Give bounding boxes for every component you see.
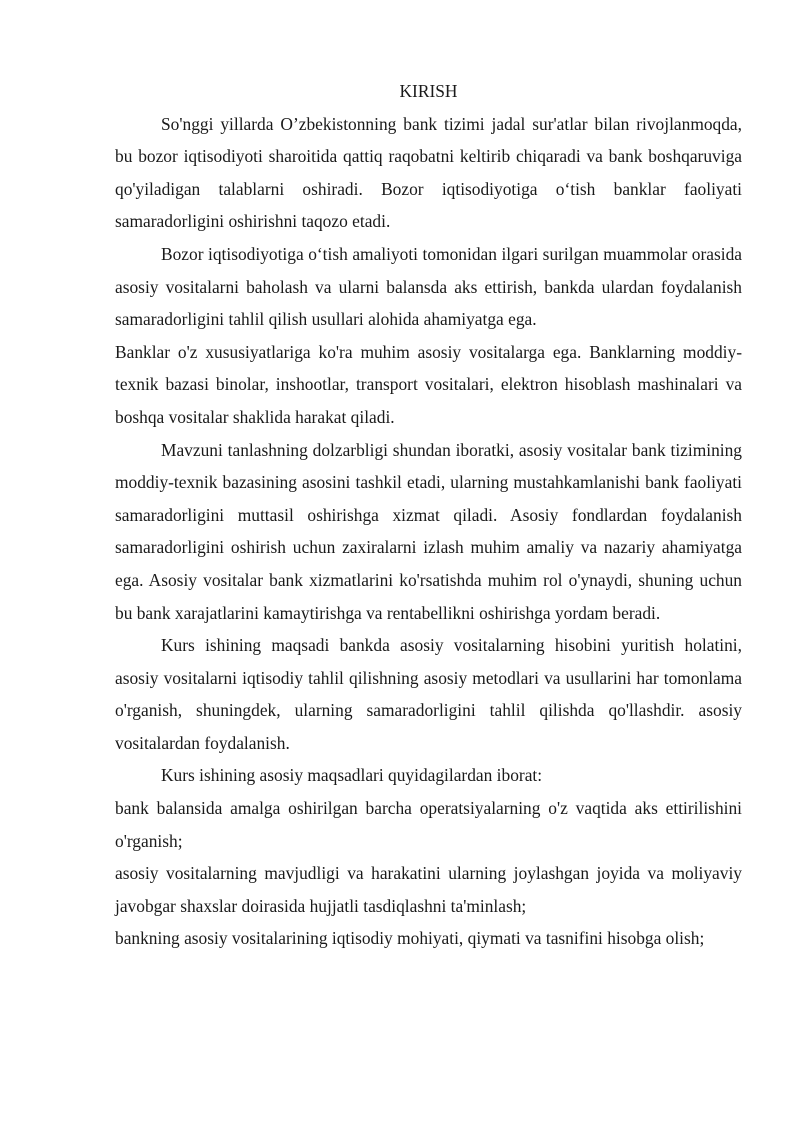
- paragraph-6: Kurs ishining asosiy maqsadlari quyidagilardan iborat:: [161, 765, 543, 786]
- paragraph-4: Mavzuni tanlashning dolzarbligi shundan iboratki, asosiy vositalar bank tizimining moddiy-texnik bazasining asosini tashkil etadi, ularning mustahkamlanishi bank faoliyati samaradorligini muttasil oshirishga xizmat qiladi. Asosiy fondlardan foydalanish samaradorligini oshirish uchun zaxiralarni izlash muhim amaliy va nazariy ahamiyatga ega. Asosiy vositalar bank xizmatlarini ko'rsatishda muhim rol o'ynaydi, shuning uchun bu bank xarajatlarini kamaytirishga va rentabellikni oshirishga yordam beradi.: [115, 439, 742, 623]
- paragraph-2: Bozor iqtisodiyotiga o‘tish amaliyoti tomonidan ilgari surilgan muammolar orasida asosiy vositalarni baholash va ularni balansda aks ettirish, bankda ulardan foydalanish samaradorligini tahlil qilish usullari alohida ahamiyatga ega.: [115, 243, 742, 330]
- paragraph-1: So'nggi yillarda O’zbekistonning bank tizimi jadal sur'atlar bilan rivojlanmoqda, bu bozor iqtisodiyoti sharoitida qattiq raqobatni keltirib chiqaradi va bank boshqaruviga qo'yiladigan talablarni oshiradi. Bozor iqtisodiyotiga o‘tish banklar faoliyati samaradorligini oshirishni taqozo etadi.: [115, 113, 742, 232]
- list-item-1: bank balansida amalga oshirilgan barcha operatsiyalarning o'z vaqtida aks ettirilishini o'rganish;: [115, 798, 742, 851]
- document-body: [115, 75, 742, 955]
- paragraph-3: Banklar o'z xususiyatlariga ko'ra muhim asosiy vositalarga ega. Banklarning moddiy-texnik bazasi binolar, inshootlar, transport vositalari, elektron hisoblash mashinalari va boshqa vositalar shaklida harakat qiladi.: [115, 341, 742, 427]
- list-item-3: bankning asosiy vositalarining iqtisodiy mohiyati, qiymati va tasnifini hisobga olish;: [115, 928, 705, 949]
- paragraph-5: Kurs ishining maqsadi bankda asosiy vositalarning hisobini yuritish holatini, asosiy vositalarni iqtisodiy tahlil qilishning asosiy metodlari va usullarini har tomonlama o'rganish, shuningdek, ularning samaradorligini tahlil qilishda qo'llashdir. asosiy vositalardan foydalanish.: [115, 635, 742, 753]
- list-item-2: asosiy vositalarning mavjudligi va harakatini ularning joylashgan joyida va moliyaviy javobgar shaxslar doirasida hujjatli tasdiqlashni ta'minlash;: [115, 863, 742, 916]
- section-heading: KIRISH: [399, 81, 458, 101]
